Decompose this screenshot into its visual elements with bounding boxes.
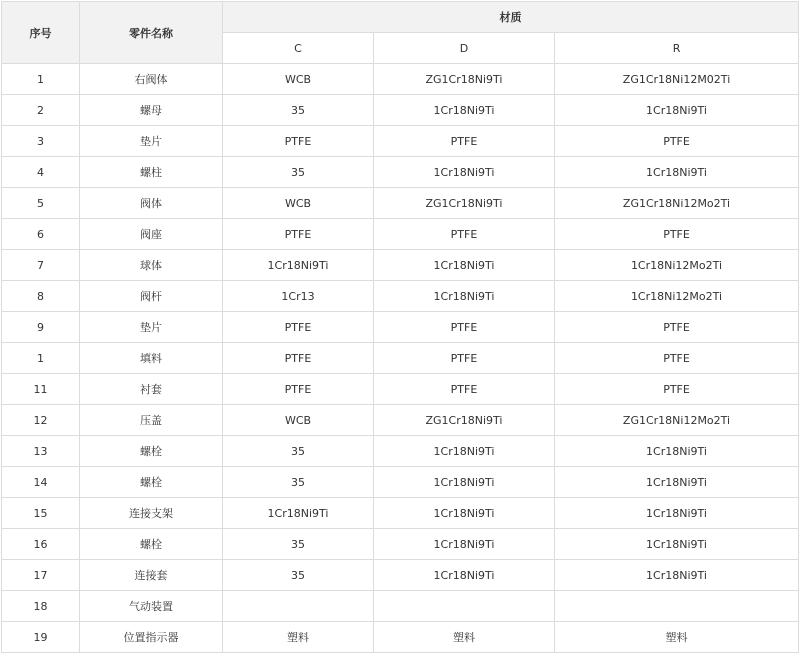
cell-material-r: PTFE xyxy=(555,219,799,250)
cell-material-c: PTFE xyxy=(223,343,374,374)
cell-material-r: 1Cr18Ni9Ti xyxy=(555,95,799,126)
table-row xyxy=(2,591,799,622)
table-row xyxy=(2,622,799,653)
cell-index: 7 xyxy=(2,250,80,281)
table-row xyxy=(2,343,799,374)
table-row xyxy=(2,126,799,157)
table-header xyxy=(2,2,799,64)
cell-index: 11 xyxy=(2,374,80,405)
cell-material-d: 1Cr18Ni9Ti xyxy=(374,157,555,188)
cell-material-r: 1Cr18Ni12Mo2Ti xyxy=(555,281,799,312)
cell-index: 14 xyxy=(2,467,80,498)
cell-part-name: 压盖 xyxy=(80,405,223,436)
header-row xyxy=(2,2,799,33)
cell-material-r: PTFE xyxy=(555,374,799,405)
table-row xyxy=(2,529,799,560)
cell-index: 2 xyxy=(2,95,80,126)
cell-material-d xyxy=(374,591,555,622)
header-material-d: D xyxy=(374,33,555,64)
cell-part-name: 阀座 xyxy=(80,219,223,250)
cell-index: 13 xyxy=(2,436,80,467)
cell-index: 6 xyxy=(2,219,80,250)
cell-material-d: 1Cr18Ni9Ti xyxy=(374,281,555,312)
cell-material-d: PTFE xyxy=(374,312,555,343)
cell-material-r: 1Cr18Ni9Ti xyxy=(555,157,799,188)
cell-material-c: PTFE xyxy=(223,374,374,405)
cell-material-r: 1Cr18Ni9Ti xyxy=(555,436,799,467)
cell-material-c: 1Cr18Ni9Ti xyxy=(223,498,374,529)
table-row xyxy=(2,188,799,219)
table-row xyxy=(2,498,799,529)
cell-material-d: 1Cr18Ni9Ti xyxy=(374,467,555,498)
cell-material-c: PTFE xyxy=(223,219,374,250)
cell-material-d: ZG1Cr18Ni9Ti xyxy=(374,64,555,95)
cell-material-c: WCB xyxy=(223,64,374,95)
cell-material-r: 塑料 xyxy=(555,622,799,653)
table-row xyxy=(2,312,799,343)
cell-part-name: 阀杆 xyxy=(80,281,223,312)
cell-material-d: ZG1Cr18Ni9Ti xyxy=(374,188,555,219)
materials-table xyxy=(1,1,799,653)
cell-part-name: 垫片 xyxy=(80,126,223,157)
cell-part-name: 位置指示器 xyxy=(80,622,223,653)
table-row xyxy=(2,281,799,312)
header-material-r: R xyxy=(555,33,799,64)
cell-index: 1 xyxy=(2,64,80,95)
cell-material-r: PTFE xyxy=(555,126,799,157)
cell-index: 8 xyxy=(2,281,80,312)
cell-material-c: 35 xyxy=(223,95,374,126)
cell-material-c: PTFE xyxy=(223,312,374,343)
cell-part-name: 垫片 xyxy=(80,312,223,343)
cell-part-name: 右阀体 xyxy=(80,64,223,95)
cell-material-r: 1Cr18Ni9Ti xyxy=(555,529,799,560)
cell-index: 4 xyxy=(2,157,80,188)
cell-material-d: ZG1Cr18Ni9Ti xyxy=(374,405,555,436)
cell-part-name: 气动装置 xyxy=(80,591,223,622)
cell-index: 9 xyxy=(2,312,80,343)
cell-part-name: 球体 xyxy=(80,250,223,281)
cell-part-name: 螺栓 xyxy=(80,436,223,467)
cell-material-d: 塑料 xyxy=(374,622,555,653)
cell-material-d: PTFE xyxy=(374,343,555,374)
cell-material-c: 35 xyxy=(223,467,374,498)
cell-material-d: PTFE xyxy=(374,374,555,405)
table-row xyxy=(2,560,799,591)
cell-material-c: WCB xyxy=(223,405,374,436)
cell-part-name: 螺栓 xyxy=(80,467,223,498)
cell-part-name: 连接支架 xyxy=(80,498,223,529)
cell-part-name: 螺柱 xyxy=(80,157,223,188)
cell-material-c: 1Cr18Ni9Ti xyxy=(223,250,374,281)
cell-material-d: 1Cr18Ni9Ti xyxy=(374,250,555,281)
cell-index: 18 xyxy=(2,591,80,622)
cell-material-c: WCB xyxy=(223,188,374,219)
cell-material-d: 1Cr18Ni9Ti xyxy=(374,95,555,126)
cell-material-r: 1Cr18Ni9Ti xyxy=(555,498,799,529)
table-row xyxy=(2,95,799,126)
cell-part-name: 阀体 xyxy=(80,188,223,219)
cell-material-c: 35 xyxy=(223,436,374,467)
table-row xyxy=(2,250,799,281)
cell-material-d: PTFE xyxy=(374,219,555,250)
cell-part-name: 螺栓 xyxy=(80,529,223,560)
cell-index: 17 xyxy=(2,560,80,591)
cell-material-r: ZG1Cr18Ni12M02Ti xyxy=(555,64,799,95)
cell-material-r: ZG1Cr18Ni12Mo2Ti xyxy=(555,405,799,436)
header-material-c: C xyxy=(223,33,374,64)
cell-material-r: 1Cr18Ni9Ti xyxy=(555,467,799,498)
cell-material-c: 35 xyxy=(223,157,374,188)
cell-material-d: 1Cr18Ni9Ti xyxy=(374,529,555,560)
cell-material-r: 1Cr18Ni9Ti xyxy=(555,560,799,591)
cell-material-c: 35 xyxy=(223,529,374,560)
table-row xyxy=(2,436,799,467)
cell-material-r: PTFE xyxy=(555,312,799,343)
cell-index: 16 xyxy=(2,529,80,560)
table-row xyxy=(2,374,799,405)
cell-index: 19 xyxy=(2,622,80,653)
cell-material-c: 1Cr13 xyxy=(223,281,374,312)
cell-material-d: 1Cr18Ni9Ti xyxy=(374,498,555,529)
cell-part-name: 衬套 xyxy=(80,374,223,405)
table-body xyxy=(2,64,799,653)
cell-material-r: PTFE xyxy=(555,343,799,374)
table-row xyxy=(2,405,799,436)
cell-index: 5 xyxy=(2,188,80,219)
table-row xyxy=(2,467,799,498)
cell-material-c: 塑料 xyxy=(223,622,374,653)
cell-part-name: 连接套 xyxy=(80,560,223,591)
cell-material-r xyxy=(555,591,799,622)
header-part-name: 零件名称 xyxy=(80,2,223,64)
header-index: 序号 xyxy=(2,2,80,64)
cell-part-name: 螺母 xyxy=(80,95,223,126)
table-row xyxy=(2,219,799,250)
cell-material-c: 35 xyxy=(223,560,374,591)
cell-part-name: 填料 xyxy=(80,343,223,374)
cell-material-r: ZG1Cr18Ni12Mo2Ti xyxy=(555,188,799,219)
cell-index: 15 xyxy=(2,498,80,529)
cell-material-r: 1Cr18Ni12Mo2Ti xyxy=(555,250,799,281)
table-row xyxy=(2,64,799,95)
cell-index: 12 xyxy=(2,405,80,436)
cell-material-c xyxy=(223,591,374,622)
cell-material-d: 1Cr18Ni9Ti xyxy=(374,560,555,591)
header-material: 材质 xyxy=(223,2,799,33)
table-row xyxy=(2,157,799,188)
cell-material-d: PTFE xyxy=(374,126,555,157)
cell-index: 1 xyxy=(2,343,80,374)
cell-material-c: PTFE xyxy=(223,126,374,157)
cell-material-d: 1Cr18Ni9Ti xyxy=(374,436,555,467)
cell-index: 3 xyxy=(2,126,80,157)
